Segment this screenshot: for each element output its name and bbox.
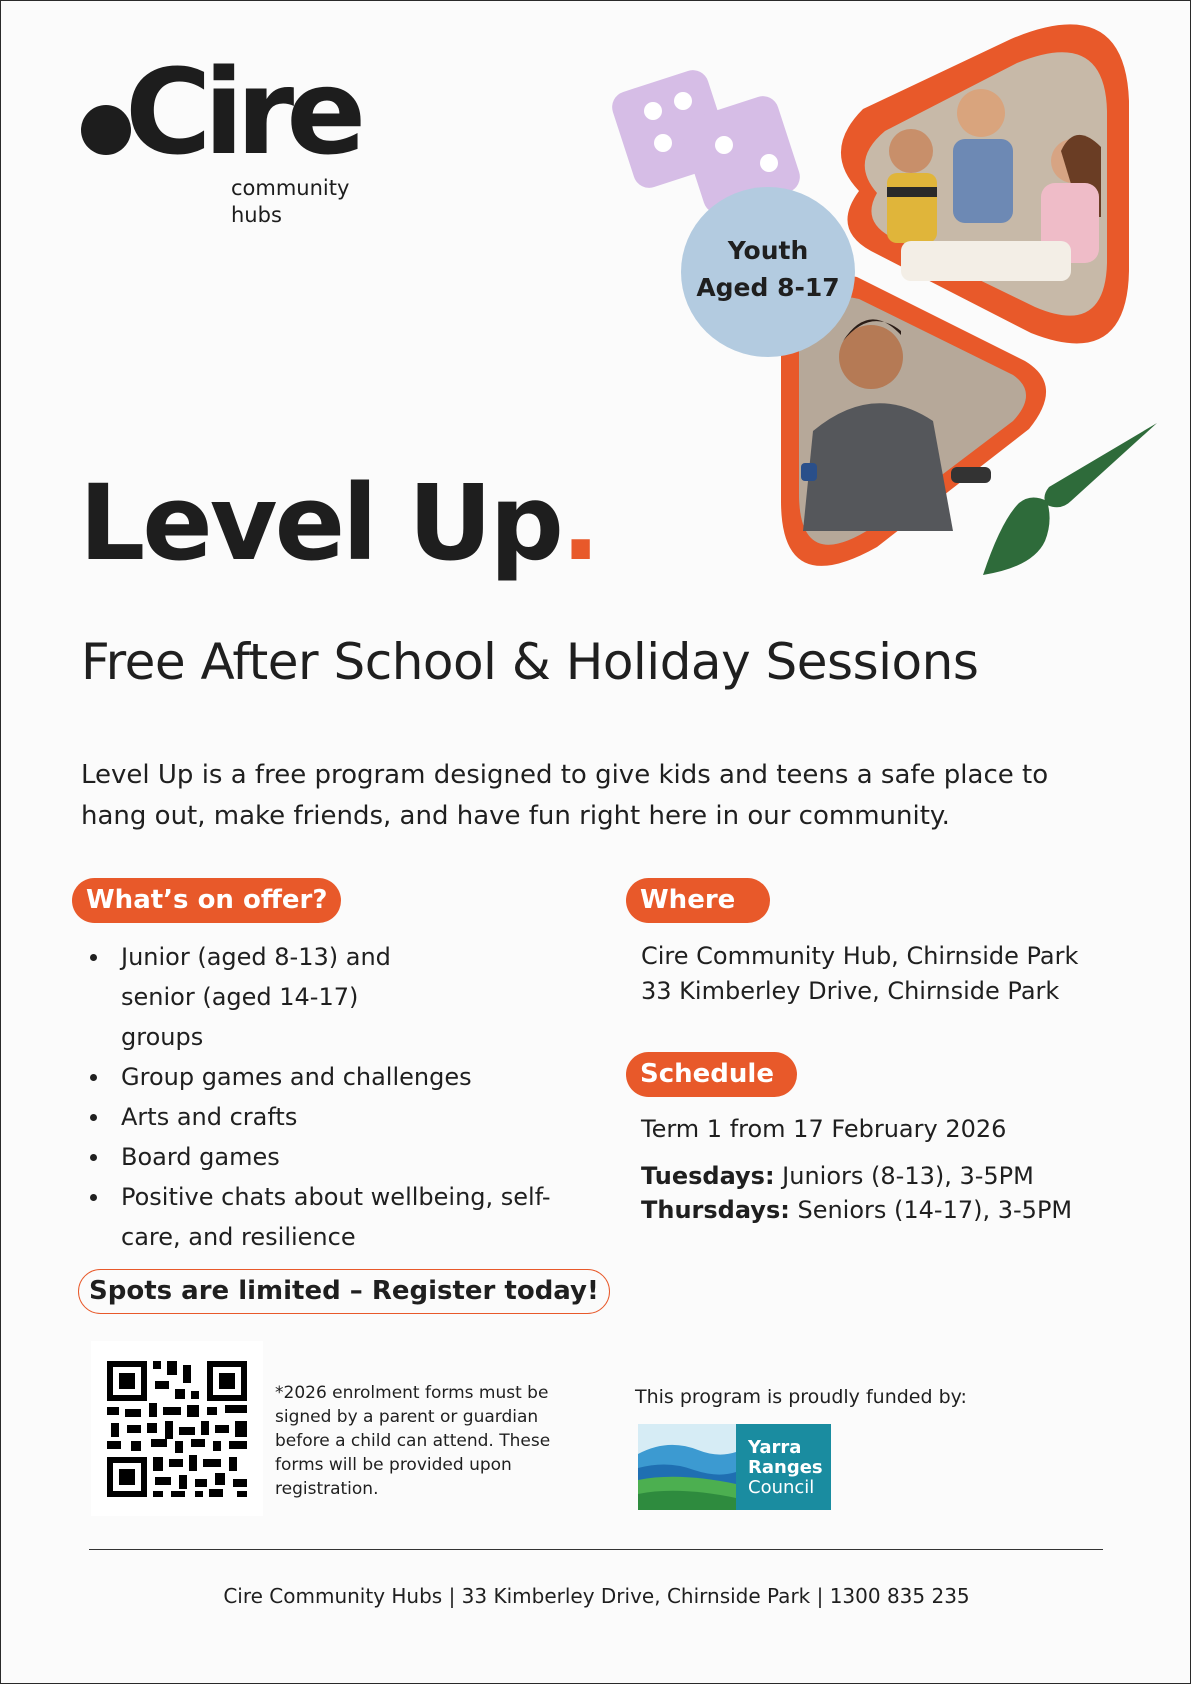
youth-age-badge [681, 187, 855, 357]
where-line2: 33 Kimberley Drive, Chirnside Park [641, 977, 1060, 1005]
thursday-text: Seniors (14-17), 3-5PM [789, 1196, 1073, 1224]
badge-line2: Aged 8-17 [696, 273, 840, 302]
thursday-label: Thursdays: [641, 1196, 790, 1224]
offer-heading: What’s on offer? [72, 878, 341, 923]
schedule-term: Term 1 from 17 February 2026 [641, 1115, 1007, 1143]
council-line3: Council [748, 1477, 815, 1498]
schedule-heading: Schedule [626, 1052, 797, 1097]
list-item: Junior (aged 8-13) and senior (aged 14-17) groups [85, 937, 421, 1057]
enrolment-note: *2026 enrolment forms must be signed by a parent or guardian before a child can attend. These forms will be provided upon registration. [275, 1383, 551, 1499]
council-line2: Ranges [748, 1457, 823, 1478]
logo-sub-line2: hubs [231, 203, 282, 227]
list-item: Positive chats about wellbeing, self-care, and resilience [85, 1177, 601, 1257]
registration-qr-code[interactable] [91, 1341, 263, 1516]
paintbrush-icon [983, 423, 1157, 575]
council-line1: Yarra [748, 1437, 802, 1458]
funded-by-label: This program is proudly funded by: [635, 1386, 967, 1408]
title-text: Level Up [79, 462, 561, 584]
schedule-tuesday [641, 1159, 1034, 1193]
footer-divider [89, 1549, 1103, 1550]
logo-wordmark: Cire [125, 43, 359, 181]
where-heading: Where [626, 878, 770, 923]
logo-subtitle [231, 175, 349, 229]
where-address [641, 939, 1078, 1009]
where-line1: Cire Community Hub, Chirnside Park [641, 942, 1079, 970]
schedule-thursday [641, 1193, 1072, 1227]
title-dot: . [560, 462, 598, 584]
list-item: Board games [85, 1137, 605, 1177]
page-title [79, 462, 598, 584]
register-callout: Spots are limited – Register today! [78, 1269, 610, 1314]
offer-list [85, 937, 605, 1257]
badge-line1: Youth [727, 236, 809, 265]
tuesday-label: Tuesdays: [641, 1162, 775, 1190]
qr-code-icon [91, 1341, 263, 1516]
yarra-ranges-council-logo [638, 1424, 831, 1510]
footer-contact: Cire Community Hubs | 33 Kimberley Drive, Chirnside Park | 1300 835 235 [223, 1584, 970, 1608]
list-item: Arts and crafts [85, 1097, 605, 1137]
page-subtitle: Free After School & Holiday Sessions [81, 633, 979, 691]
list-item: Group games and challenges [85, 1057, 605, 1097]
intro-paragraph: Level Up is a free program designed to give kids and teens a safe place to hang out, make friends, and have fun right here in our community. [81, 760, 1049, 831]
logo-dot [81, 105, 131, 155]
council-name [748, 1438, 823, 1498]
tuesday-text: Juniors (8-13), 3-5PM [774, 1162, 1034, 1190]
logo-sub-line1: community [231, 176, 350, 200]
